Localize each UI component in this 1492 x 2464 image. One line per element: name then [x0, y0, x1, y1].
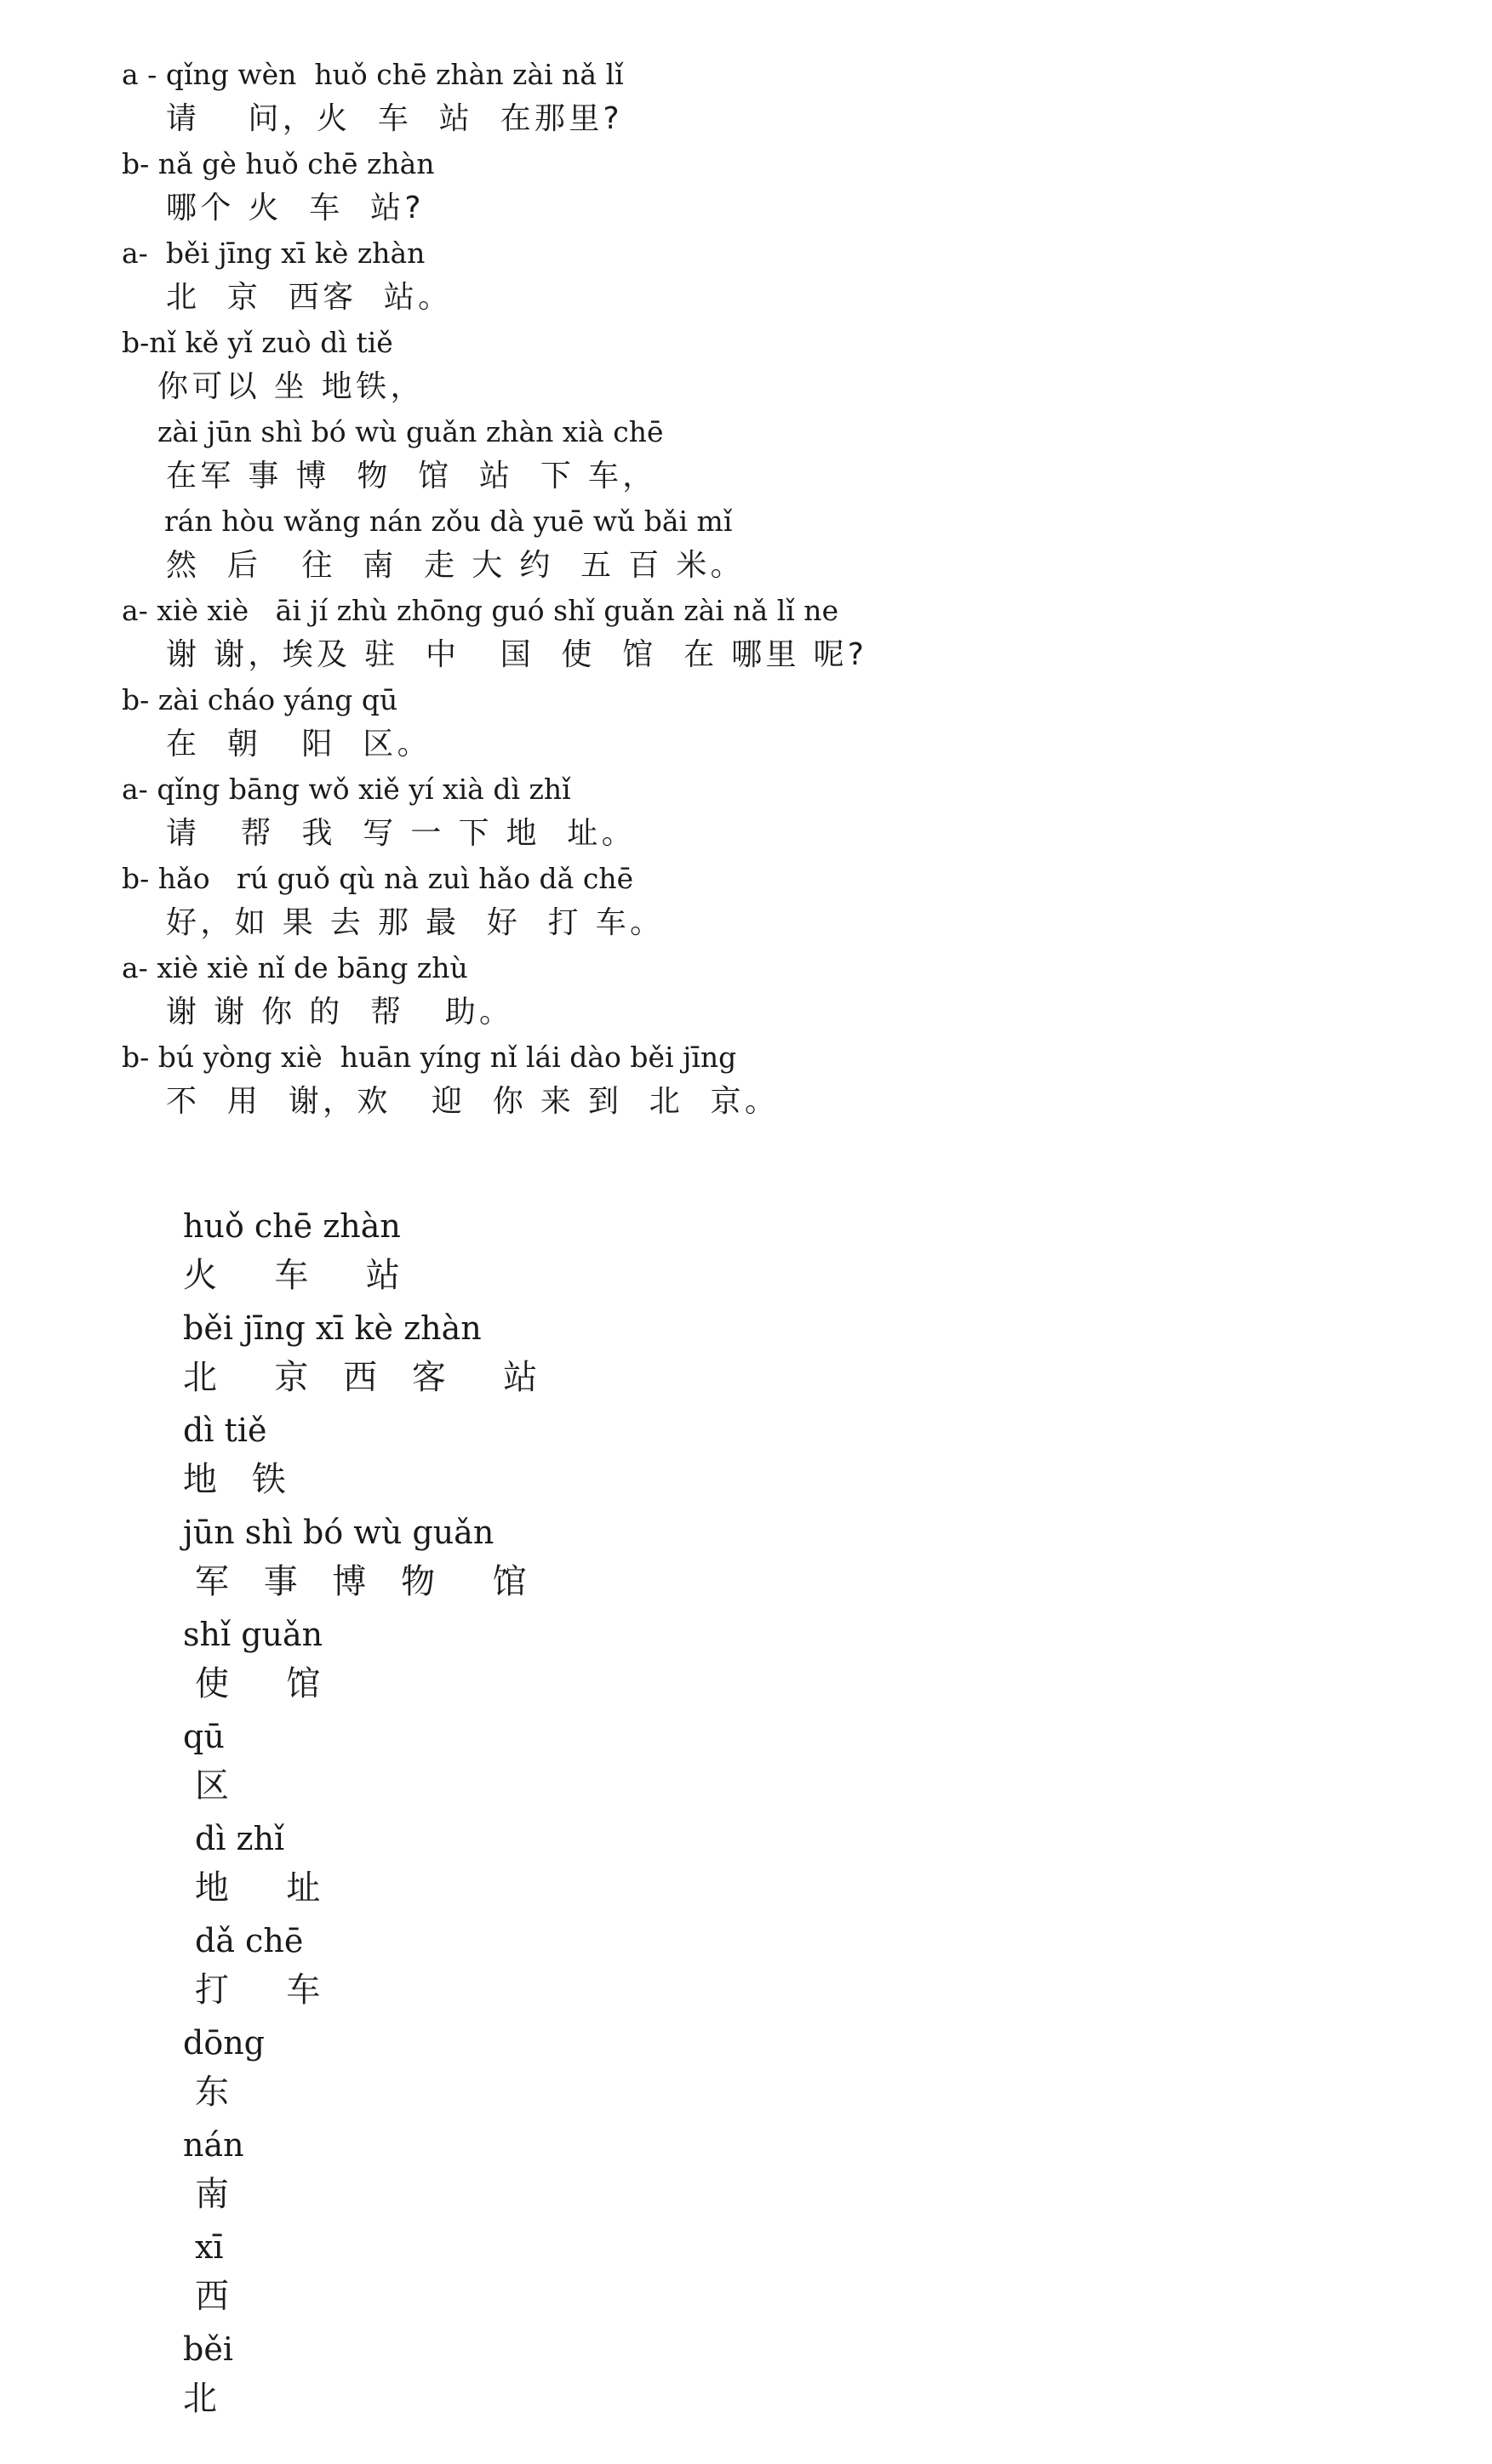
speaker-label: b- — [122, 862, 150, 895]
vocab-pinyin: dì tiě — [183, 1412, 267, 1449]
speaker-label: a- — [122, 951, 148, 984]
vocab-hanzi: 区 — [195, 1766, 241, 1805]
speaker-label: b- — [122, 683, 150, 716]
vocab-item — [183, 1814, 949, 1916]
hanzi-line: 在军 事 博 物 馆 站 下 车， — [166, 459, 657, 493]
speaker-label: b- — [122, 147, 150, 180]
vocab-hanzi: 地 址 — [195, 1868, 333, 1908]
hanzi-line: 不 用 谢，欢 迎 你 来 到 北 京。 — [166, 1084, 780, 1119]
pinyin-line — [122, 142, 1313, 186]
hanzi-line: 请 问，火 车 站 在那里? — [166, 101, 623, 136]
pinyin-text: běi jīng xī kè zhàn — [157, 237, 426, 270]
vocab-hanzi: 西 — [195, 2277, 241, 2316]
pinyin-text: nǎ gè huǒ chē zhàn — [157, 147, 435, 180]
vocab-pinyin: dì zhǐ — [195, 1820, 285, 1857]
pinyin-text: zài cháo yáng qū — [157, 683, 398, 716]
vocab-item — [183, 1303, 949, 1406]
vocab-pinyin: dǎ chē — [195, 1922, 304, 1959]
pinyin-text: qǐng wèn huǒ chē zhàn zài nǎ lǐ — [165, 58, 624, 91]
vocab-item — [183, 1508, 949, 1610]
dialogue-turn — [122, 857, 1313, 946]
vocab-item — [183, 1712, 949, 1814]
vocab-item — [183, 1406, 949, 1508]
speaker-label: b- — [122, 1041, 150, 1074]
vocab-pinyin: dōng — [183, 2024, 266, 2062]
speaker-label: b- — [122, 326, 150, 359]
vocab-pinyin: shǐ guǎn — [183, 1616, 323, 1653]
vocab-item — [183, 2018, 949, 2120]
hanzi-line: 谢 谢 你 的 帮 助。 — [166, 995, 514, 1030]
vocabulary-section — [183, 1201, 949, 2427]
pinyin-text: qǐng bāng wǒ xiě yí xià dì zhǐ — [157, 773, 571, 806]
dialogue-turn — [122, 946, 1313, 1035]
dialogue-turn — [122, 589, 1313, 678]
pinyin-text: nǐ kě yǐ zuò dì tiě — [149, 326, 393, 359]
hanzi-line: 在 朝 阳 区。 — [166, 727, 432, 761]
vocab-pinyin: jūn shì bó wù guǎn — [183, 1514, 494, 1551]
dialogue-turn — [122, 499, 1313, 589]
hanzi-line: 哪个 火 车 站? — [166, 191, 425, 225]
dialogue-turn — [122, 1035, 1313, 1125]
vocab-hanzi: 地 铁 — [183, 1460, 298, 1499]
dialogue-turn — [122, 678, 1313, 767]
hanzi-line: 北 京 西客 站。 — [166, 280, 453, 315]
hanzi-line: 谢 谢，埃及 驻 中 国 使 馆 在 哪里 呢? — [166, 637, 868, 672]
pinyin-line — [122, 589, 1313, 633]
vocab-item — [183, 1201, 949, 1303]
vocab-pinyin: nán — [183, 2126, 244, 2164]
pinyin-line — [122, 231, 1313, 276]
pinyin-text: xiè xiè āi jí zhù zhōng guó shǐ guǎn zài nǎ lǐ ne — [157, 594, 839, 627]
speaker-label: a- — [122, 594, 148, 627]
speaker-label: a- — [122, 773, 148, 806]
hanzi-line: 然 后 往 南 走 大 约 五 百 米。 — [166, 548, 745, 583]
dialogue-turn — [122, 231, 1313, 321]
hanzi-line: 好，如 果 去 那 最 好 打 车。 — [166, 905, 665, 940]
dialogue-turn — [122, 767, 1313, 857]
vocab-hanzi: 南 — [195, 2175, 241, 2214]
pinyin-line — [122, 410, 1313, 454]
pinyin-text: rán hòu wǎng nán zǒu dà yuē wǔ bǎi mǐ — [164, 505, 733, 538]
vocab-hanzi: 打 车 — [195, 1971, 333, 2010]
dialogue-turn — [122, 142, 1313, 231]
vocab-item — [183, 2120, 949, 2222]
vocab-item — [183, 1610, 949, 1712]
dialogue-section — [122, 53, 1313, 1125]
pinyin-text: bú yòng xiè huān yíng nǐ lái dào běi jīng — [157, 1041, 737, 1074]
dialogue-turn — [122, 53, 1313, 142]
vocab-pinyin: běi — [183, 2330, 233, 2368]
speaker-label: a- — [122, 237, 148, 270]
vocab-hanzi: 北 京 西 客 站 — [183, 1358, 550, 1397]
pinyin-line — [122, 678, 1313, 722]
vocab-pinyin: běi jīng xī kè zhàn — [183, 1309, 482, 1347]
pinyin-line — [122, 1035, 1313, 1080]
pinyin-line — [122, 53, 1313, 97]
vocab-pinyin: huǒ chē zhàn — [183, 1207, 401, 1245]
vocab-pinyin: qū — [183, 1718, 225, 1755]
dialogue-turn — [122, 410, 1313, 499]
pinyin-line — [122, 499, 1313, 544]
vocab-pinyin: xī — [195, 2228, 224, 2266]
hanzi-line: 你可以 坐 地铁， — [157, 369, 425, 404]
vocab-item — [183, 2324, 949, 2427]
hanzi-line: 请 帮 我 写 一 下 地 址。 — [166, 816, 637, 851]
vocab-item — [183, 1916, 949, 2018]
vocab-hanzi: 火 车 站 — [183, 1256, 412, 1295]
pinyin-line — [122, 857, 1313, 901]
vocab-hanzi: 东 — [195, 2073, 241, 2112]
vocab-hanzi: 北 — [183, 2379, 229, 2418]
pinyin-text: zài jūn shì bó wù guǎn zhàn xià chē — [157, 415, 664, 448]
vocab-hanzi: 军 事 博 物 馆 — [195, 1562, 539, 1601]
pinyin-line — [122, 321, 1313, 365]
pinyin-line — [122, 767, 1313, 812]
vocab-item — [183, 2222, 949, 2324]
vocab-hanzi: 使 馆 — [195, 1664, 333, 1703]
pinyin-text: xiè xiè nǐ de bāng zhù — [157, 951, 468, 984]
dialogue-turn — [122, 321, 1313, 410]
speaker-label: a - — [122, 58, 157, 91]
pinyin-text: hǎo rú guǒ qù nà zuì hǎo dǎ chē — [157, 862, 634, 895]
pinyin-line — [122, 946, 1313, 990]
